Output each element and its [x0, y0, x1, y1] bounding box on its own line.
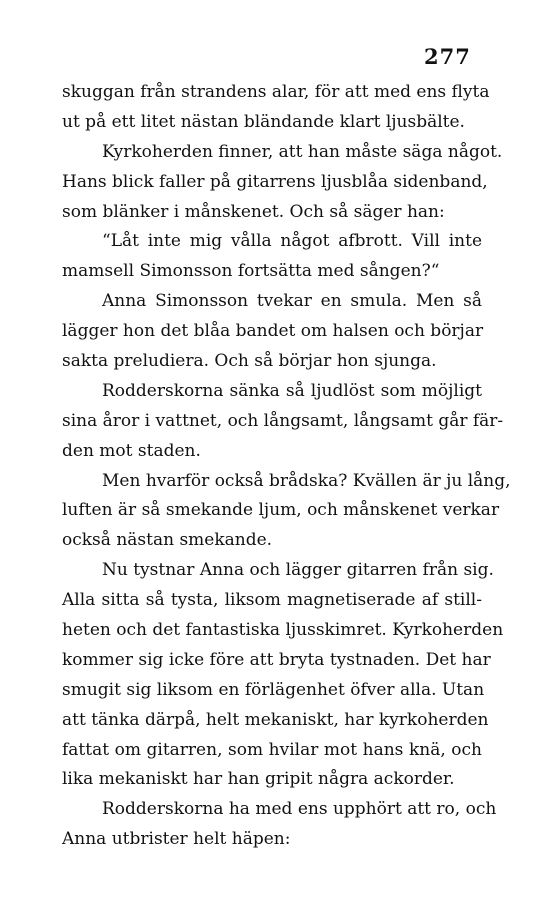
- text-line: som blänker i månskenet. Och så säger han:: [62, 201, 445, 222]
- text-line: Kyrkoherden finner, att han måste säga något.: [102, 141, 503, 162]
- text-line: “Låt inte mig vålla något afbrott. Vill inte: [102, 231, 482, 252]
- paragraph: [62, 467, 511, 557]
- text-line: ut på ett litet nästan bländande klart ljusbälte.: [62, 111, 465, 132]
- text-line: Anna utbrister helt häpen:: [62, 829, 291, 850]
- text-line: Nu tystnar Anna och lägger gitarren från sig.: [102, 560, 494, 581]
- text-line: sina åror i vattnet, och långsamt, långsamt går fär-: [62, 410, 504, 431]
- text-line: den mot staden.: [62, 440, 201, 461]
- text-line: fattat om gitarren, som hvilar mot hans knä, och: [62, 739, 482, 760]
- text-line: skuggan från strandens alar, för att med ens flyta: [62, 82, 490, 102]
- text-line: luften är så smekande ljum, och månskenet verkar: [62, 500, 500, 521]
- text-line: Hans blick faller på gitarrens ljusblåa sidenband,: [62, 171, 488, 192]
- text-line: Men hvarför också brådska? Kvällen är ju lång,: [102, 470, 511, 491]
- text-line: Anna Simonsson tvekar en smula. Men så: [102, 291, 482, 312]
- text-line: smugit sig liksom en förlägenhet öfver alla. Utan: [62, 679, 485, 700]
- paragraph: [62, 227, 482, 287]
- text-line: sakta preludiera. Och så börjar hon sjunga.: [62, 351, 437, 372]
- text-line: lika mekaniskt har han gripit några ackorder.: [62, 769, 455, 790]
- body-text: [62, 78, 511, 855]
- text-line: Rodderskorna ha med ens upphört att ro, och: [102, 799, 497, 820]
- paragraph: [62, 377, 504, 467]
- text-line: heten och det fantastiska ljusskimret. Kyrkoherden: [62, 620, 504, 641]
- text-line: Alla sitta så tysta, liksom magnetiserade af still-: [62, 590, 482, 611]
- paragraph: [62, 287, 482, 377]
- text-line: mamsell Simonsson fortsätta med sången?“: [62, 261, 440, 282]
- text-line: kommer sig icke före att bryta tystnaden. Det har: [62, 649, 491, 670]
- page-number: 277: [424, 44, 471, 69]
- paragraph: [62, 556, 504, 795]
- paragraph: [62, 78, 490, 138]
- text-line: lägger hon det blåa bandet om halsen och börjar: [62, 321, 484, 342]
- text-line: att tänka därpå, helt mekaniskt, har kyrkoherden: [62, 709, 489, 730]
- text-line: också nästan smekande.: [62, 530, 273, 551]
- text-line: Rodderskorna sänka så ljudlöst som möjligt: [102, 380, 482, 401]
- paragraph: [62, 795, 497, 855]
- paragraph: [62, 138, 503, 228]
